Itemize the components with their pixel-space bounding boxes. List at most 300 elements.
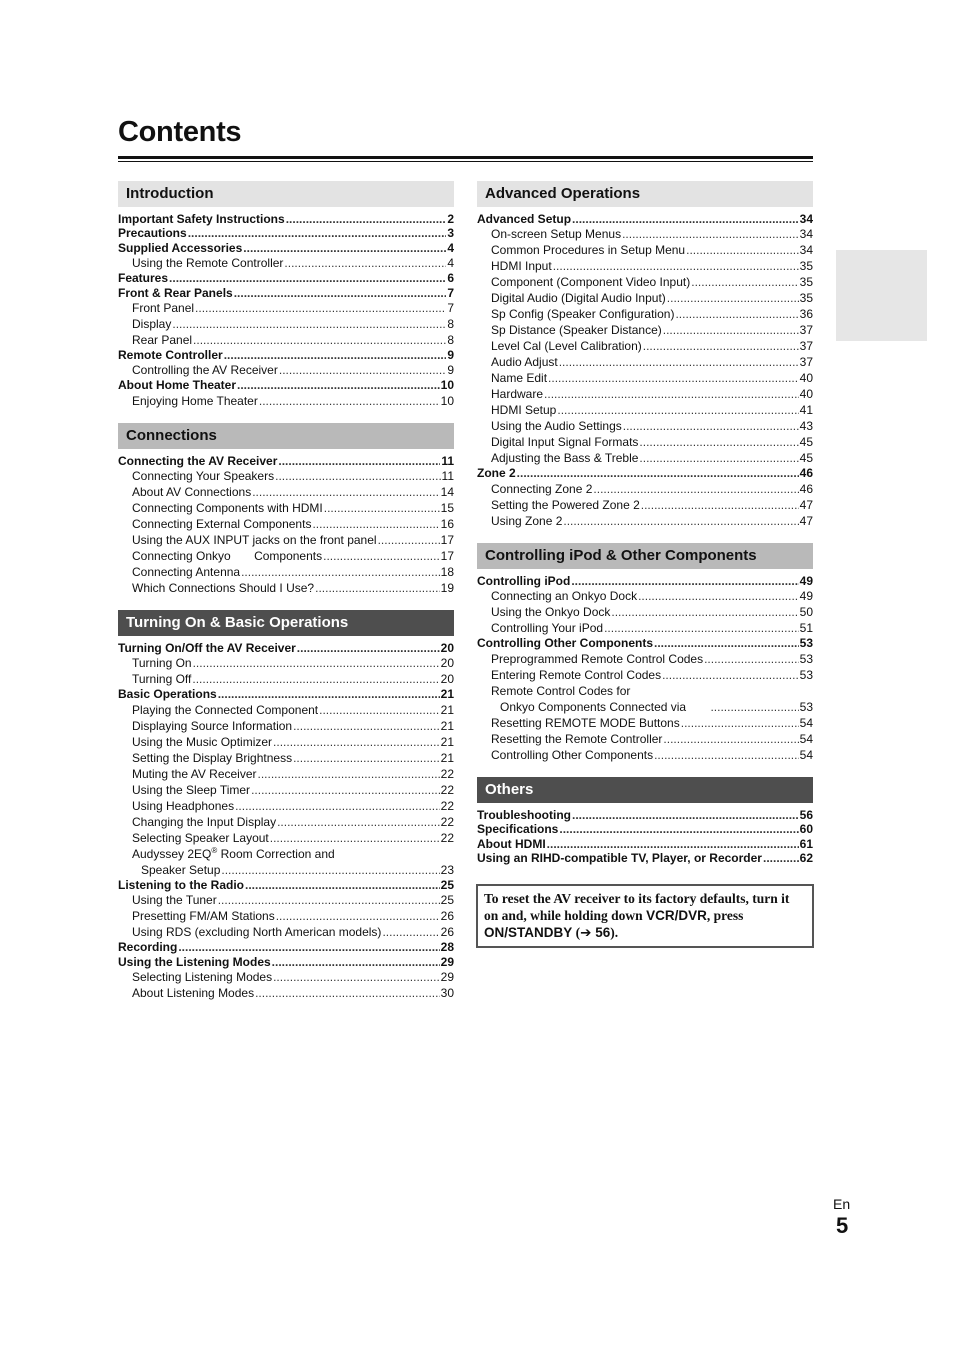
dot-leader bbox=[273, 969, 440, 985]
factory-reset-notice: To reset the AV receiver to its factory defaults, turn it on and, while holding down VCR/DVR, press ON/STANDBY (➔ 56). bbox=[476, 884, 814, 948]
dot-leader bbox=[691, 274, 798, 290]
toc-entry bbox=[118, 362, 454, 378]
toc-entry-title: Features bbox=[118, 271, 169, 286]
dot-leader bbox=[639, 450, 798, 466]
dot-leader bbox=[641, 497, 799, 513]
toc-entry-page: 53 bbox=[799, 636, 813, 651]
toc-entry-title: Front & Rear Panels bbox=[118, 285, 233, 300]
toc-entry-page: 61 bbox=[799, 836, 813, 851]
dot-leader bbox=[681, 715, 799, 731]
arrow-icon: ➔ bbox=[580, 925, 592, 940]
dot-leader bbox=[272, 955, 440, 969]
toc-entry bbox=[118, 316, 454, 332]
toc-entry bbox=[118, 798, 454, 814]
toc-entry bbox=[118, 830, 454, 846]
toc-entry-page: 29 bbox=[440, 969, 454, 984]
toc-entry-title: Hardware bbox=[491, 387, 544, 402]
dot-leader bbox=[763, 851, 799, 865]
toc-entry-title: Turning On bbox=[132, 656, 192, 671]
toc-entry bbox=[477, 715, 813, 731]
toc-entry-title: Level Cal (Level Calibration) bbox=[491, 339, 642, 354]
toc-entry-title: Component (Component Video Input) bbox=[491, 275, 691, 290]
dot-leader bbox=[251, 782, 440, 798]
toc-entry-page: 40 bbox=[799, 387, 813, 402]
toc-entry-page: 26 bbox=[440, 925, 454, 940]
toc-entry-title: HDMI Setup bbox=[491, 403, 557, 418]
dot-leader bbox=[178, 940, 439, 954]
toc-entry-title: Enjoying Home Theater bbox=[132, 393, 258, 408]
toc-list bbox=[118, 641, 454, 1001]
toc-entry bbox=[118, 766, 454, 782]
dot-leader bbox=[557, 402, 798, 418]
dot-leader bbox=[686, 242, 799, 258]
toc-entry bbox=[118, 332, 454, 348]
dot-leader bbox=[559, 822, 798, 836]
toc-entry bbox=[118, 878, 454, 892]
toc-entry bbox=[477, 620, 813, 636]
dot-leader bbox=[548, 370, 799, 386]
toc-entry-page: 40 bbox=[799, 371, 813, 386]
toc-entry-title: Sp Config (Speaker Configuration) bbox=[491, 307, 675, 322]
toc-entry-page: 54 bbox=[799, 731, 813, 746]
dot-leader bbox=[312, 516, 439, 532]
toc-entry bbox=[477, 274, 813, 290]
toc-entry-page: 15 bbox=[440, 501, 454, 516]
dot-leader bbox=[704, 651, 799, 667]
toc-entry-page: 49 bbox=[799, 573, 813, 588]
toc-entry-title: Muting the AV Receiver bbox=[132, 766, 257, 781]
toc-entry-title: Connecting Components with HDMI bbox=[132, 501, 323, 516]
toc-entry-page: 16 bbox=[440, 517, 454, 532]
toc-entry-title: Turning On/Off the AV Receiver bbox=[118, 640, 296, 655]
toc-entry-page: 10 bbox=[440, 378, 454, 393]
dot-leader bbox=[654, 636, 799, 650]
key-on-standby: ON/STANDBY bbox=[484, 925, 573, 940]
title-rule-thin bbox=[118, 161, 813, 162]
dot-leader bbox=[667, 290, 799, 306]
dot-leader bbox=[235, 798, 440, 814]
dot-leader bbox=[710, 699, 798, 715]
dot-leader bbox=[663, 731, 798, 747]
toc-entry bbox=[118, 255, 454, 271]
dot-leader bbox=[241, 564, 440, 580]
toc-entry-page: 37 bbox=[799, 355, 813, 370]
toc-entry bbox=[118, 532, 454, 548]
toc-entry bbox=[477, 604, 813, 620]
toc-entry-page: 34 bbox=[799, 211, 813, 226]
toc-entry-page: 62 bbox=[799, 851, 813, 866]
toc-entry-page: 22 bbox=[440, 782, 454, 797]
toc-entry bbox=[477, 588, 813, 604]
dot-leader bbox=[638, 588, 799, 604]
toc-entry-page: 17 bbox=[440, 533, 454, 548]
toc-entry bbox=[477, 450, 813, 466]
dot-leader bbox=[559, 354, 799, 370]
dot-leader bbox=[593, 481, 798, 497]
toc-entry-page: 30 bbox=[440, 985, 454, 1000]
toc-entry-page: 53 bbox=[799, 699, 813, 714]
dot-leader bbox=[245, 878, 440, 892]
dot-leader bbox=[675, 306, 798, 322]
toc-entry-title: Basic Operations bbox=[118, 687, 217, 702]
toc-entry-title: Using Zone 2 bbox=[491, 513, 563, 528]
section-heading: Introduction bbox=[118, 181, 454, 207]
toc-entry-page: 28 bbox=[440, 940, 454, 955]
toc-entry bbox=[477, 370, 813, 386]
toc-entry-page: 45 bbox=[799, 435, 813, 450]
dot-leader bbox=[297, 641, 440, 655]
toc-entry-page: 21 bbox=[440, 702, 454, 717]
toc-entry bbox=[118, 702, 454, 718]
page-reference: 56 bbox=[591, 925, 611, 940]
dot-leader bbox=[571, 574, 798, 588]
toc-entry-title: About Home Theater bbox=[118, 378, 237, 393]
dot-leader bbox=[639, 434, 798, 450]
toc-entry-page: 26 bbox=[440, 909, 454, 924]
section-heading: Controlling iPod & Other Components bbox=[477, 543, 813, 569]
toc-entry bbox=[118, 226, 454, 240]
toc-entry-page: 9 bbox=[447, 363, 454, 378]
section-heading: Turning On & Basic Operations bbox=[118, 610, 454, 636]
toc-entry bbox=[477, 699, 813, 715]
dot-leader bbox=[218, 892, 440, 908]
dot-leader bbox=[286, 212, 447, 226]
toc-entry-page: 11 bbox=[441, 469, 454, 484]
dot-leader bbox=[224, 348, 447, 362]
toc-entry bbox=[118, 940, 454, 954]
toc-entry-title: Using the Music Optimizer bbox=[132, 734, 273, 749]
toc-entry-title: Using the Onkyo Dock bbox=[491, 605, 611, 620]
toc-entry-page: 34 bbox=[799, 227, 813, 242]
toc-entry-title: Troubleshooting bbox=[477, 807, 571, 822]
dot-leader bbox=[275, 468, 440, 484]
toc-entry-title: Selecting Speaker Layout bbox=[132, 830, 269, 845]
toc-entry-page: 18 bbox=[440, 565, 454, 580]
toc-entry bbox=[477, 212, 813, 226]
toc-entry bbox=[477, 322, 813, 338]
dot-leader bbox=[258, 766, 440, 782]
toc-entry-title: Remote Controller bbox=[118, 347, 223, 362]
toc-entry bbox=[118, 271, 454, 285]
toc-entry bbox=[118, 564, 454, 580]
toc-entry-title: About AV Connections bbox=[132, 485, 252, 500]
toc-entry bbox=[118, 641, 454, 655]
toc-list bbox=[477, 574, 813, 763]
toc-entry bbox=[118, 300, 454, 316]
toc-entry-page: 22 bbox=[440, 798, 454, 813]
toc-entry-page: 22 bbox=[440, 814, 454, 829]
dot-leader bbox=[572, 808, 799, 822]
toc-entry-page: 25 bbox=[440, 893, 454, 908]
toc-entry-title: Preprogrammed Remote Control Codes bbox=[491, 651, 704, 666]
dot-leader bbox=[276, 908, 440, 924]
toc-entry bbox=[477, 636, 813, 650]
toc-entry-page: 9 bbox=[447, 347, 454, 362]
toc-entry bbox=[477, 731, 813, 747]
dot-leader bbox=[604, 620, 799, 636]
dot-leader bbox=[252, 484, 439, 500]
toc-entry-page: 53 bbox=[799, 651, 813, 666]
toc-entry-page: 21 bbox=[440, 734, 454, 749]
toc-entry-title: Using the Tuner bbox=[132, 893, 217, 908]
toc-entry-page: 22 bbox=[440, 766, 454, 781]
toc-entry-page: 21 bbox=[440, 750, 454, 765]
section-others bbox=[477, 777, 813, 866]
toc-entry-page: 2 bbox=[447, 211, 454, 226]
toc-entry-page: 46 bbox=[799, 466, 813, 481]
toc-entry-title: Digital Audio (Digital Audio Input) bbox=[491, 291, 666, 306]
toc-entry-title: Connecting the AV Receiver bbox=[118, 453, 278, 468]
dot-leader bbox=[192, 671, 439, 687]
page-title: Contents bbox=[118, 116, 242, 148]
dot-leader bbox=[323, 548, 440, 564]
toc-entry-page: 54 bbox=[799, 747, 813, 762]
toc-entry bbox=[477, 242, 813, 258]
toc-entry-title: Setting the Powered Zone 2 bbox=[491, 497, 640, 512]
toc-entry bbox=[118, 969, 454, 985]
chapter-tab-marker bbox=[836, 250, 927, 341]
toc-entry-title: Resetting the Remote Controller bbox=[491, 731, 663, 746]
toc-entry bbox=[118, 782, 454, 798]
toc-entry-page: 37 bbox=[799, 339, 813, 354]
section-turning-on bbox=[118, 610, 454, 1001]
toc-entry-title: Selecting Listening Modes bbox=[132, 969, 273, 984]
toc-entry bbox=[118, 378, 454, 392]
dot-leader bbox=[255, 985, 440, 1001]
toc-entry-title: Listening to the Radio bbox=[118, 877, 244, 892]
toc-entry-page: 46 bbox=[799, 481, 813, 496]
toc-entry-title: Advanced Setup bbox=[477, 211, 572, 226]
toc-entry-title: Important Safety Instructions bbox=[118, 211, 285, 226]
dot-leader bbox=[547, 837, 799, 851]
toc-entry-title: Resetting REMOTE MODE Buttons bbox=[491, 715, 680, 730]
dot-leader bbox=[172, 316, 446, 332]
toc-entry-title: Entering Remote Control Codes bbox=[491, 667, 662, 682]
dot-leader bbox=[623, 418, 799, 434]
dot-leader bbox=[572, 212, 799, 226]
toc-entry bbox=[477, 306, 813, 322]
toc-entry bbox=[477, 651, 813, 667]
toc-entry-title: Digital Input Signal Formats bbox=[491, 435, 639, 450]
dot-leader bbox=[643, 338, 799, 354]
toc-entry-title: Recording bbox=[118, 940, 178, 955]
toc-entry-title: Sp Distance (Speaker Distance) bbox=[491, 323, 662, 338]
toc-entry-page: 60 bbox=[799, 822, 813, 837]
toc-entry-page: 45 bbox=[799, 451, 813, 466]
toc-entry bbox=[118, 516, 454, 532]
toc-entry-page: 20 bbox=[440, 672, 454, 687]
toc-entry-title: Using the Listening Modes bbox=[118, 954, 271, 969]
dot-leader bbox=[243, 241, 446, 255]
toc-entry-page: 20 bbox=[440, 656, 454, 671]
toc-entry-page: 20 bbox=[440, 640, 454, 655]
toc-entry-title: Audio Adjust bbox=[491, 355, 558, 370]
toc-entry bbox=[477, 386, 813, 402]
toc-entry-page: 14 bbox=[440, 485, 454, 500]
toc-entry-title: Using RDS (excluding North American models) bbox=[132, 925, 382, 940]
toc-entry-page: 36 bbox=[799, 307, 813, 322]
toc-entry bbox=[118, 241, 454, 255]
toc-entry bbox=[118, 924, 454, 940]
dot-leader bbox=[553, 258, 799, 274]
dot-leader bbox=[324, 500, 440, 516]
toc-entry-page: 43 bbox=[799, 419, 813, 434]
toc-entry bbox=[118, 718, 454, 734]
toc-entry-title: Controlling the AV Receiver bbox=[132, 363, 278, 378]
toc-entry bbox=[118, 846, 454, 862]
toc-entry bbox=[118, 484, 454, 500]
dot-leader bbox=[278, 454, 440, 468]
toc-entry bbox=[477, 747, 813, 763]
dot-leader bbox=[382, 924, 439, 940]
toc-entry-page: 6 bbox=[447, 271, 454, 286]
toc-entry-page: 47 bbox=[799, 497, 813, 512]
toc-entry-page: 47 bbox=[799, 513, 813, 528]
toc-entry bbox=[118, 454, 454, 468]
toc-entry bbox=[477, 338, 813, 354]
toc-entry-title: Specifications bbox=[477, 822, 559, 837]
section-heading: Connections bbox=[118, 423, 454, 449]
dot-leader bbox=[279, 362, 446, 378]
toc-entry bbox=[477, 226, 813, 242]
toc-entry bbox=[118, 734, 454, 750]
toc-entry-title: Playing the Connected Component bbox=[132, 702, 319, 717]
toc-entry-title: Rear Panel bbox=[132, 332, 193, 347]
toc-entry bbox=[477, 466, 813, 480]
toc-entry-page: 10 bbox=[440, 393, 454, 408]
toc-entry-page: 35 bbox=[799, 275, 813, 290]
toc-entry-page: 7 bbox=[447, 300, 454, 315]
toc-entry bbox=[477, 808, 813, 822]
toc-entry bbox=[118, 671, 454, 687]
toc-entry bbox=[477, 851, 813, 865]
toc-entry bbox=[118, 500, 454, 516]
toc-entry-page: 50 bbox=[799, 605, 813, 620]
toc-entry-page: 22 bbox=[440, 830, 454, 845]
toc-entry-page: 19 bbox=[440, 581, 454, 596]
dot-leader bbox=[662, 667, 799, 683]
toc-list bbox=[118, 454, 454, 596]
dot-leader bbox=[284, 255, 446, 271]
toc-entry-title: Precautions bbox=[118, 226, 187, 241]
toc-entry-title: Onkyo Components Connected via bbox=[500, 699, 710, 714]
dot-leader bbox=[544, 386, 799, 402]
toc-entry bbox=[477, 434, 813, 450]
toc-entry-title: Displaying Source Information bbox=[132, 718, 293, 733]
toc-entry-page: 37 bbox=[799, 323, 813, 338]
toc-entry bbox=[118, 655, 454, 671]
toc-entry-title: Speaker Setup bbox=[141, 862, 221, 877]
toc-entry bbox=[477, 402, 813, 418]
dot-leader bbox=[259, 393, 440, 409]
dot-leader bbox=[319, 702, 440, 718]
toc-entry bbox=[477, 513, 813, 529]
toc-entry bbox=[477, 258, 813, 274]
toc-entry-page: 7 bbox=[447, 285, 454, 300]
section-heading: Others bbox=[477, 777, 813, 803]
toc-entry-title: Audyssey 2EQ® Room Correction and bbox=[132, 845, 335, 861]
toc-entry-title: Connecting Zone 2 bbox=[491, 481, 593, 496]
toc-entry bbox=[118, 892, 454, 908]
toc-entry-page: 21 bbox=[440, 687, 454, 702]
toc-entry-page: 8 bbox=[447, 316, 454, 331]
toc-entry bbox=[118, 580, 454, 596]
dot-leader bbox=[270, 830, 440, 846]
toc-entry-page: 21 bbox=[440, 718, 454, 733]
toc-entry-title: Setting the Display Brightness bbox=[132, 750, 293, 765]
dot-leader bbox=[169, 271, 446, 285]
toc-entry-title: Using Headphones bbox=[132, 798, 235, 813]
toc-list bbox=[477, 212, 813, 529]
section-heading: Advanced Operations bbox=[477, 181, 813, 207]
toc-entry-title: Changing the Input Display bbox=[132, 814, 277, 829]
toc-entry-page: 4 bbox=[447, 240, 454, 255]
toc-entry-page: 25 bbox=[440, 877, 454, 892]
toc-entry-page: 23 bbox=[440, 862, 454, 877]
toc-entry-title: Presetting FM/AM Stations bbox=[132, 909, 275, 924]
toc-entry bbox=[118, 286, 454, 300]
toc-entry-title: Adjusting the Bass & Treble bbox=[491, 451, 639, 466]
dot-leader bbox=[193, 655, 440, 671]
toc-entry bbox=[118, 212, 454, 226]
toc-entry-title: About HDMI bbox=[477, 836, 546, 851]
toc-entry-title: Connecting Your Speakers bbox=[132, 469, 275, 484]
dot-leader bbox=[663, 322, 799, 338]
toc-entry-page: 54 bbox=[799, 715, 813, 730]
toc-list bbox=[118, 212, 454, 409]
toc-entry-title: Name Edit bbox=[491, 371, 548, 386]
key-vcr-dvr: VCR/DVR bbox=[646, 908, 707, 923]
dot-leader bbox=[193, 332, 446, 348]
toc-entry-title: Turning Off bbox=[132, 672, 192, 687]
dot-leader bbox=[188, 226, 447, 240]
toc-entry-page: 51 bbox=[799, 621, 813, 636]
toc-entry-title: Using the Sleep Timer bbox=[132, 782, 251, 797]
toc-entry bbox=[477, 418, 813, 434]
toc-entry bbox=[477, 667, 813, 683]
toc-entry bbox=[477, 481, 813, 497]
dot-leader bbox=[563, 513, 798, 529]
section-advanced bbox=[477, 181, 813, 529]
toc-entry-title: Controlling iPod bbox=[477, 573, 571, 588]
toc-entry bbox=[118, 750, 454, 766]
toc-entry-page: 8 bbox=[447, 332, 454, 347]
toc-entry-page: 53 bbox=[799, 667, 813, 682]
dot-leader bbox=[195, 300, 446, 316]
toc-list bbox=[477, 808, 813, 866]
toc-entry-title: Controlling Other Components bbox=[477, 636, 653, 651]
toc-entry-page: 56 bbox=[799, 807, 813, 822]
toc-entry bbox=[118, 908, 454, 924]
toc-entry-title: About Listening Modes bbox=[132, 985, 255, 1000]
toc-entry bbox=[118, 687, 454, 701]
toc-entry bbox=[477, 822, 813, 836]
toc-entry bbox=[118, 955, 454, 969]
toc-entry-title: Connecting External Components bbox=[132, 517, 312, 532]
toc-entry bbox=[477, 290, 813, 306]
toc-entry bbox=[118, 985, 454, 1001]
dot-leader bbox=[378, 532, 440, 548]
dot-leader bbox=[273, 734, 440, 750]
toc-entry-page: 29 bbox=[440, 954, 454, 969]
section-introduction bbox=[118, 181, 454, 409]
dot-leader bbox=[237, 378, 440, 392]
page-number: 5 bbox=[836, 1213, 849, 1238]
toc-entry-title: Using an RIHD-compatible TV, Player, or Recorder bbox=[477, 851, 762, 866]
toc-entry-page: 11 bbox=[441, 453, 454, 468]
dot-leader bbox=[221, 862, 439, 878]
toc-entry-title: Which Connections Should I Use? bbox=[132, 581, 315, 596]
